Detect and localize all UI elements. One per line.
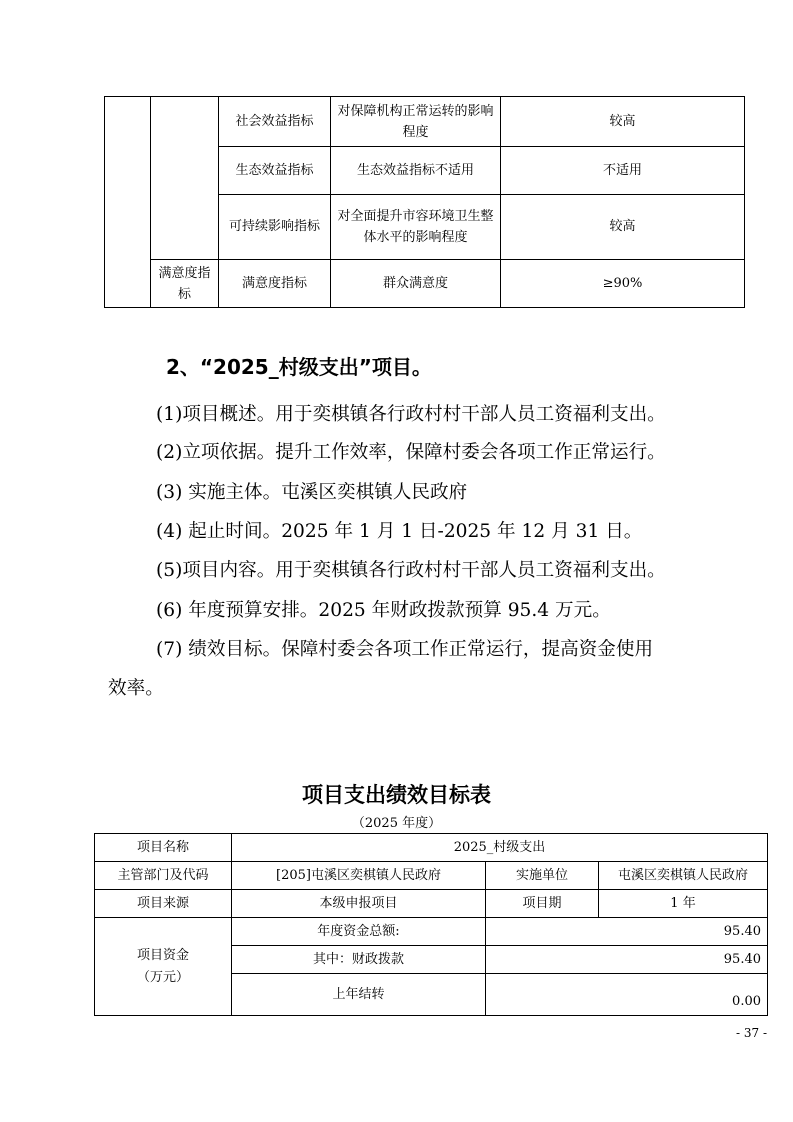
indicator-name: 满意度指标 <box>219 260 331 308</box>
fund-label-cell <box>95 918 232 1016</box>
indicator-name: 社会效益指标 <box>219 97 331 147</box>
paragraph: (7) 绩效目标。保障村委会各项工作正常运行，提高资金使用 <box>156 639 654 660</box>
indicator-detail: 群众满意度 <box>331 260 501 308</box>
paragraph: (3) 实施主体。屯溪区奕棋镇人民政府 <box>156 482 468 503</box>
value-cell: [205]屯溪区奕棋镇人民政府 <box>232 862 486 890</box>
indicator-name: 可持续影响指标 <box>219 195 331 260</box>
indicator-value: 较高 <box>501 97 745 147</box>
budget-table <box>94 833 768 1016</box>
table-cell-blank <box>151 97 219 260</box>
indicator-category: 满意度指标 <box>151 260 219 308</box>
fund-label: 项目资金 <box>136 947 189 963</box>
page-number: - 37 - <box>735 1026 767 1040</box>
value-cell: 本级申报项目 <box>232 890 486 918</box>
value-cell: 1 年 <box>599 890 768 918</box>
indicator-name: 生态效益指标 <box>219 147 331 195</box>
indicator-table-continued <box>104 96 745 308</box>
paragraph: 效率。 <box>108 678 164 699</box>
paragraph: (1)项目概述。用于奕棋镇各行政村村干部人员工资福利支出。 <box>156 404 666 425</box>
paragraph: (2)立项依据。提升工作效率，保障村委会各项工作正常运行。 <box>156 442 666 463</box>
indicator-value: ≥90% <box>501 260 745 308</box>
value-cell: 95.40 <box>486 918 768 946</box>
label-cell: 项目名称 <box>95 834 232 862</box>
label-cell: 年度资金总额: <box>232 918 486 946</box>
table-cell-blank <box>105 97 151 308</box>
value-cell: 95.40 <box>486 946 768 974</box>
section-heading: 2、“2025_村级支出”项目。 <box>166 355 432 379</box>
label-cell: 主管部门及代码 <box>95 862 232 890</box>
table-subtitle: （2025 年度） <box>351 816 442 831</box>
fund-unit: （万元） <box>136 969 189 985</box>
label-cell: 其中：财政拨款 <box>232 946 486 974</box>
table-title: 项目支出绩效目标表 <box>302 783 491 807</box>
paragraph: (4) 起止时间。2025 年 1 月 1 日-2025 年 12 月 31 日。 <box>156 521 643 542</box>
label-cell: 项目期 <box>486 890 599 918</box>
label-cell: 项目来源 <box>95 890 232 918</box>
paragraph: (5)项目内容。用于奕棋镇各行政村村干部人员工资福利支出。 <box>156 560 666 581</box>
indicator-value: 不适用 <box>501 147 745 195</box>
indicator-detail: 生态效益指标不适用 <box>331 147 501 195</box>
value-cell: 屯溪区奕棋镇人民政府 <box>599 862 768 890</box>
indicator-value: 较高 <box>501 195 745 260</box>
label-cell: 实施单位 <box>486 862 599 890</box>
value-cell: 2025_村级支出 <box>232 834 768 862</box>
label-cell: 上年结转 <box>232 974 486 1016</box>
indicator-detail: 对全面提升市容环境卫生整体水平的影响程度 <box>331 195 501 260</box>
indicator-detail: 对保障机构正常运转的影响程度 <box>331 97 501 147</box>
value-cell: 0.00 <box>486 974 768 1016</box>
paragraph: (6) 年度预算安排。2025 年财政拨款预算 95.4 万元。 <box>156 600 611 621</box>
